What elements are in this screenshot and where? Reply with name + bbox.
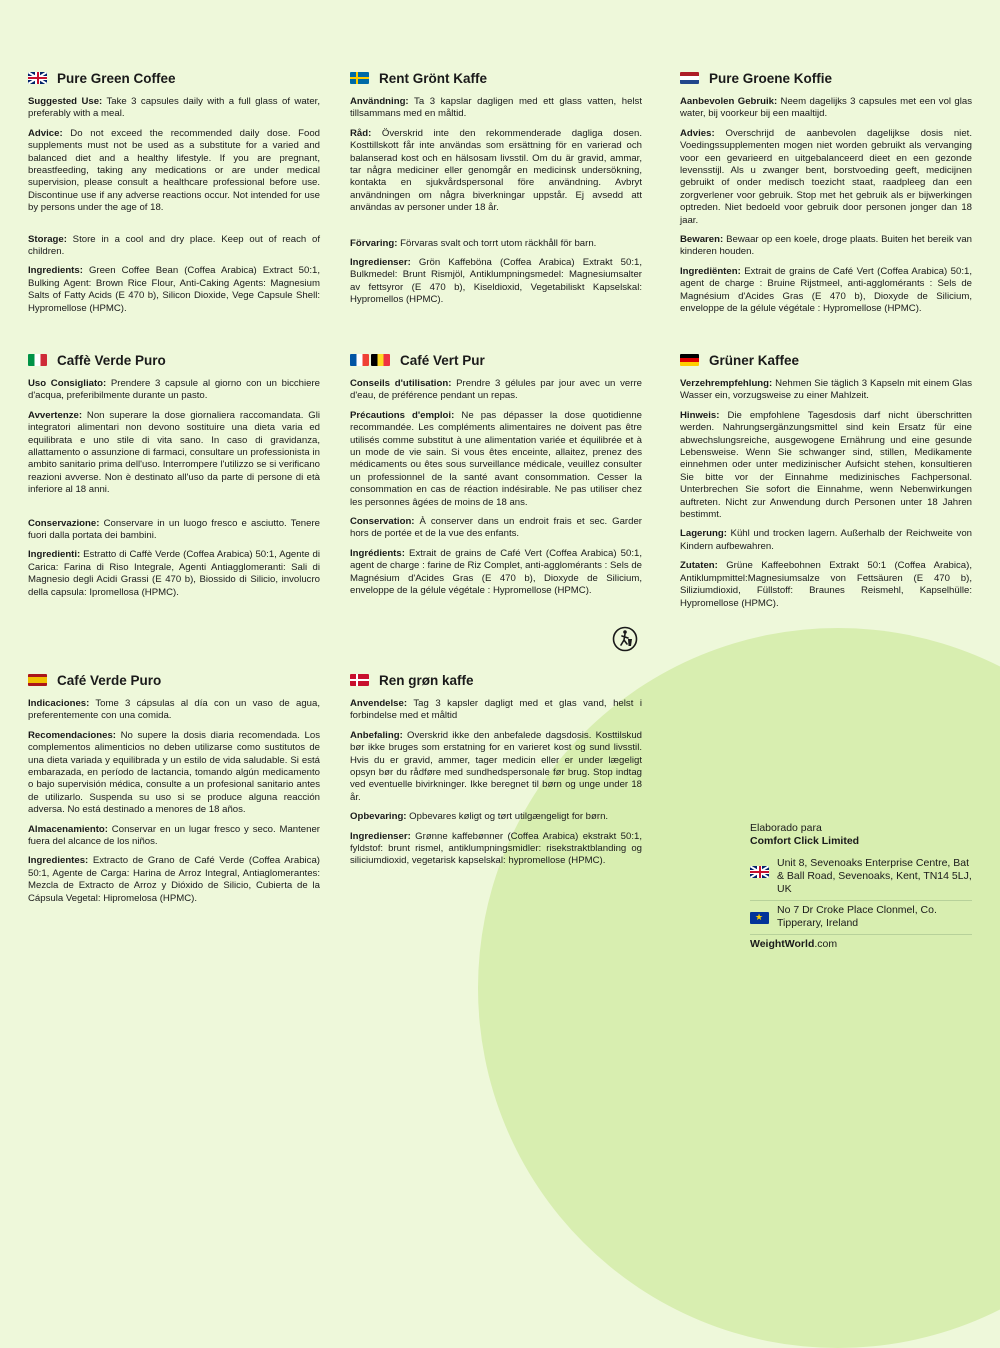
- storage: Opbevaring: Opbevares køligt og tørt utilgængeligt for børn.: [350, 811, 609, 823]
- storage: Conservazione: Conservare in un luogo fresco e asciutto. Tenere fuori dalla portata dei bambini.: [28, 517, 320, 542]
- section-it: [28, 350, 320, 606]
- storage: Bewaren: Bewaar op een koele, droge plaats. Buiten het bereik van kinderen houden.: [680, 234, 972, 258]
- eu-address: ★ No 7 Dr Croke Place Clonmel, Co. Tipperary, Ireland: [750, 901, 972, 935]
- section-de: [680, 350, 972, 617]
- advice: Avvertenze: Non superare la dose giornaliera raccomandata. Gli integratori alimentari non devono sostituire una dieta varia ed equilibrata e uno stile di vita sano. In caso di gravidanza, allattamento o assunzione di farmaci, consultare un professionista in ambito sanitario prima dell'uso. Interrompere l'utilizzo se si verificano reazioni avverse. Non è destinato all'uso da parte di persone di età inferiore al 18 anni.: [28, 409, 320, 496]
- storage: Almacenamiento: Conservar en un lugar fresco y seco. Mantener fuera del alcance de los niños.: [28, 823, 320, 848]
- france-flag-icon: [350, 354, 369, 366]
- made-for-label: Elaborado para: [750, 822, 822, 834]
- uk-flag-icon: [750, 866, 769, 878]
- spain-flag-icon: [28, 674, 47, 686]
- ingredients: Ingredienser: Grön Kaffeböna (Coffea Arabica) Extrakt 50:1, Bulkmedel: Brunt Rismjöl, Antiklumpningsmedel: Magnesiumsalter av fettsyror (E 470 b), Kiseldioxid, Vegetabiliskt Kapselskal: Hypromellos (HPMC).: [350, 257, 642, 306]
- section-title: Pure Groene Koffie: [709, 70, 833, 86]
- website: WeightWorld.com: [750, 938, 838, 950]
- advice: Advice: Do not exceed the recommended daily dose. Food supplements must not be used as a substitute for a varied and balanced diet and a healthy lifestyle. If you are pregnant, breastfeeding, taking any medications or are under medical supervision, please consult a healthcare professional before use. Discontinue use if any adverse reactions occur. Not intended for use by persons under the age of 18.: [28, 127, 320, 214]
- section-title: Pure Green Coffee: [57, 70, 176, 86]
- usage: Anvendelse: Tag 3 kapsler dagligt med et glas vand, helst i forbindelse med et måltid: [350, 698, 642, 722]
- section-title: Caffè Verde Puro: [57, 352, 166, 368]
- belgium-flag-icon: [371, 354, 390, 366]
- advice: Recomendaciones: No supere la dosis diaria recomendada. Los complementos alimenticios no deben utilizarse como sustitutos de una dieta variada y equilibrada y un estilo de vida saludable. Si está embarazada, en período de lactancia, tomando algún medicamento o bajo supervisión médica, consulte a un profesional sanitario antes de utilizarlo. Suspenda su uso si se produce alguna reacción adversa. No está destinado a menores de 18 años.: [28, 729, 320, 816]
- germany-flag-icon: [680, 354, 699, 366]
- manufacturer-info: [750, 822, 972, 951]
- section-en: [28, 68, 320, 322]
- section-title: Café Verde Puro: [57, 672, 162, 688]
- storage: Förvaring: Förvaras svalt och torrt utom räckhåll för barn.: [350, 237, 597, 249]
- ingredients: Ingrediënten: Extrait de grains de Café Vert (Coffea Arabica) 50:1, agent de charge : Bruine Rijstmeel, anti-agglomérants : Sels de Magnésium d'Acides Gras (E 470 b), Dioxyde de Silicium, enveloppe de la gélule végétale : Hypromellose (HPMC).: [680, 265, 972, 315]
- advice: Précautions d'emploi: Ne pas dépasser la dose quotidienne recommandée. Les compléments alimentaires ne doivent pas être utilisés comme substitut à une alimentation variée et équilibrée et à un mode de vie sain. Si vous êtes enceinte, allaitez, prenez des médicaments ou êtes sous surveillance médicale, veuillez consulter un professionnel de la santé avant consommation. Cesser la consommation en cas de réaction indésirable. Ne pas utiliser chez les personnes âgées de moins de 18 ans.: [350, 409, 642, 508]
- advice: Hinweis: Die empfohlene Tagesdosis darf nicht überschritten werden. Nahrungsergänzungsmittel sind kein Ersatz für eine abwechslungsreiche, ausgewogene Ernährung und eine gesunde Lebensweise. Wenn Sie schwanger sind, stillen, Medikamente einnehmen oder unter medizinischer Aufsicht stehen, konsultieren Sie bitte vor der Einnahme medizinisches Fachpersonal. Unterbrechen Sie sofort die Einnahme, wenn Nebenwirkungen auftreten. Nicht zur Anwendung durch Personen unter 18 Jahren bestimmt.: [680, 409, 972, 521]
- usage: Användning: Ta 3 kapslar dagligen med ett glass vatten, helst tillsammans med en måltid.: [350, 96, 642, 120]
- recycle-bin-icon: [612, 626, 638, 652]
- ingredients: Ingredienti: Estratto di Caffè Verde (Coffea Arabica) 50:1, Agente di Carica: Farina di Riso Integrale, Agenti Antiagglomeranti: Sali di Magnesio degli Acidi Grassi (E 470 b), Biossido di Silicio, involucro della capsula: Ipromellosa (HPMC).: [28, 549, 320, 598]
- section-es: [28, 670, 320, 912]
- ingredients: Ingredients: Green Coffee Bean (Coffea Arabica) Extract 50:1, Bulking Agent: Brown Rice Flour, Anti-Caking Agents: Magnesium Salts of Fatty Acids (E 470 b), Silicon Dioxide, Vege Capsule Shell: Hypromellose (HPMC).: [28, 265, 320, 314]
- storage: Storage: Store in a cool and dry place. Keep out of reach of children.: [28, 233, 320, 258]
- suggested-use: Suggested Use: Take 3 capsules daily with a full glass of water, preferably with a meal.: [28, 96, 320, 120]
- storage: Lagerung: Kühl und trocken lagern. Außerhalb der Reichweite von Kindern aufbewahren.: [680, 528, 972, 552]
- section-title: Grüner Kaffee: [709, 352, 800, 368]
- company-name: Comfort Click Limited: [750, 835, 860, 847]
- sweden-flag-icon: [350, 72, 369, 84]
- uk-flag-icon: [28, 72, 47, 84]
- section-fr: [350, 350, 642, 605]
- ingredients: Ingredienser: Grønne kaffebønner (Coffea Arabica) ekstrakt 50:1, fyldstof: brunt rismel, antiklumpningsmidler: risekstraktblanding og siliciumdioxid, vegetarisk kapselskal: hypromellose (HPMC).: [350, 830, 642, 867]
- section-title: Rent Grönt Kaffe: [379, 70, 487, 86]
- netherlands-flag-icon: [680, 72, 699, 84]
- usage: Uso Consigliato: Prendere 3 capsule al giorno con un bicchiere d'acqua, preferibilmente durante un pasto.: [28, 378, 320, 402]
- section-nl: [680, 68, 972, 323]
- advice: Råd: Överskrid inte den rekommenderade dagliga dosen. Kosttillskott får inte användas som ersättning för en varierad och balanserad kost och en hälsosam livsstil. Om du är gravid, ammar, tar några mediciner eller genomgår en medicinsk undersökning, kontakta en sjukvårdspersonal före användning. Avbryt användningen om några biverkningar uppstår. Ej avsedd att användas av personer under 18 år.: [350, 127, 642, 214]
- advice: Anbefaling: Overskrid ikke den anbefalede dagsdosis. Kosttilskud bør ikke bruges som erstatning for en varieret kost og sund livsstil. Hvis du er gravid, ammer, tager medicin eller er under lægeligt opsyn bør du rådføre med sundhedspersonale før brug. Stop indtag ved eventuelle bivirkninger. Ikke beregnet til børn og unge under 18 år.: [350, 729, 642, 803]
- section-title: Ren grøn kaffe: [379, 672, 474, 688]
- storage: Conservation: À conserver dans un endroit frais et sec. Garder hors de portée et de la vue des enfants.: [350, 516, 642, 540]
- denmark-flag-icon: [350, 674, 369, 686]
- ingredients: Ingrédients: Extrait de grains de Café Vert (Coffea Arabica) 50:1, agent de charge : farine de Riz Complet, anti-agglomérants : Sels de Magnésium d'Acides Gras (E 470 b), Dioxyde de Silicium, enveloppe de la gélule végétale : Hypromellose (HPMC).: [350, 547, 642, 597]
- ingredients: Zutaten: Grüne Kaffeebohnen Extrakt 50:1 (Coffea Arabica), Antiklumpmittel:Magnesiumsalze von Fettsäuren (E 470 b), Siliziumdioxid, Füllstoff: Braunes Reismehl, Kapselhülle: Hypromellose (HPMC).: [680, 560, 972, 609]
- usage: Conseils d'utilisation: Prendre 3 gélules par jour avec un verre d'eau, de préférence pendant un repas.: [350, 378, 642, 402]
- italy-flag-icon: [28, 354, 47, 366]
- usage: Verzehrempfehlung: Nehmen Sie täglich 3 Kapseln mit einem Glas Wasser ein, vorzugsweise zu einer Mahlzeit.: [680, 378, 972, 402]
- ingredients: Ingredientes: Extracto de Grano de Café Verde (Coffea Arabica) 50:1, Agente de Carga: Harina de Arroz Integral, Antiaglomerantes: Mezcla de Extracto de Arroz y Dióxido de Silicio, Cubierta de la Cápsula Vegetal: Hipromelosa (HPMC).: [28, 855, 320, 904]
- section-se: [350, 68, 642, 314]
- uk-address: Unit 8, Sevenoaks Enterprise Centre, Bat & Ball Road, Sevenoaks, Kent, TN14 5LJ, UK: [750, 854, 972, 901]
- usage: Indicaciones: Tome 3 cápsulas al día con un vaso de agua, preferentemente con una comida.: [28, 698, 320, 722]
- eu-flag-icon: [750, 912, 769, 924]
- usage: Aanbevolen Gebruik: Neem dagelijks 3 capsules met een vol glas water, bij voorkeur bij een maaltijd.: [680, 96, 972, 120]
- section-title: Café Vert Pur: [400, 352, 485, 368]
- section-dk: [350, 670, 642, 875]
- advice: Advies: Overschrijd de aanbevolen dagelijkse dosis niet. Voedingssupplementen mogen niet worden gebruikt als vervanging voor een gevarieerd en uitgebalanceerd dieet en een gezonde levensstijl. Als u zwanger bent, borstvoeding geeft, medicijnen gebruikt of onder medisch toezicht staat, raadpleeg dan een zorgverlener voor gebruik. Stop met het gebruik als er bijwerkingen optreden. Niet bedoeld voor gebruik door personen jonger dan 18 jaar.: [680, 127, 972, 226]
